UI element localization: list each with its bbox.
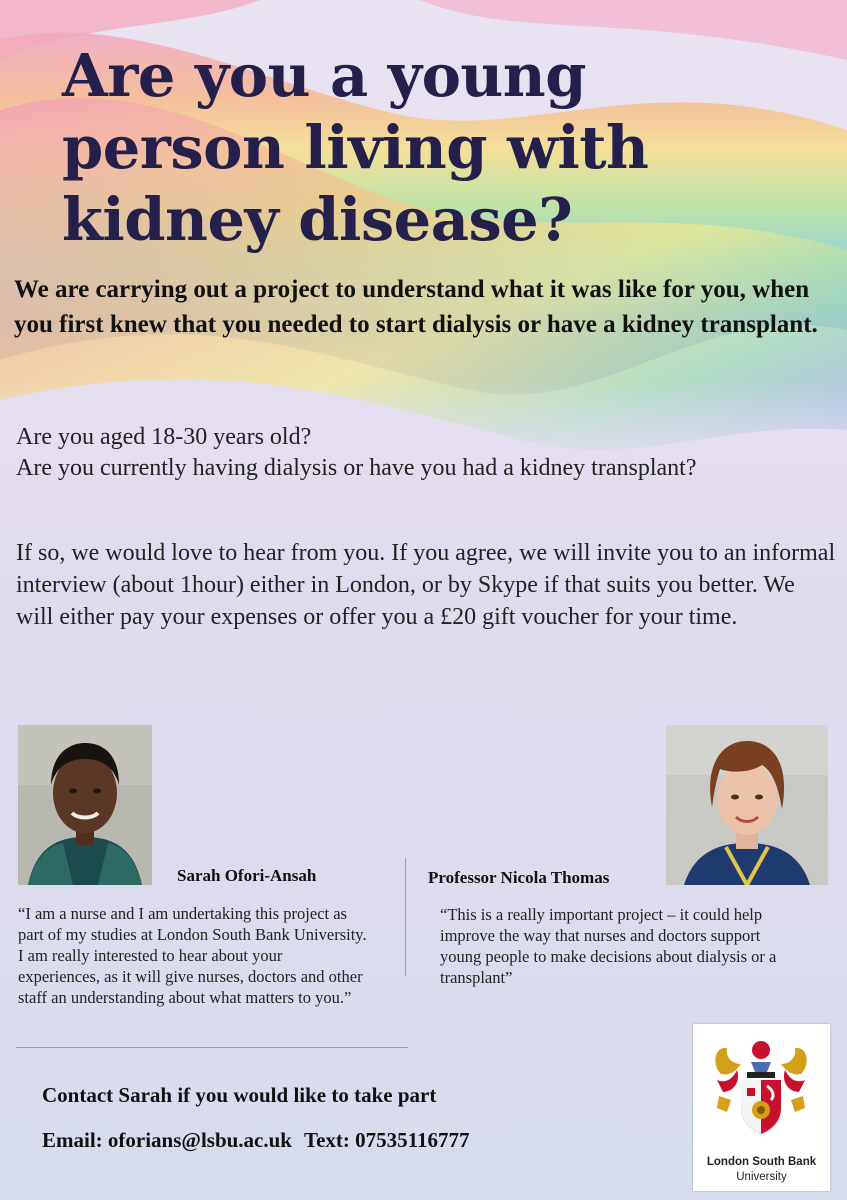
intro-text: We are carrying out a project to understand what it was like for you, when you first knew that you needed to start dialysis or have a kidney transplant. xyxy=(14,276,818,338)
contact-email[interactable]: Email: oforians@lsbu.ac.uk xyxy=(42,1128,292,1152)
horizontal-divider xyxy=(16,1047,408,1048)
nicola-photo xyxy=(666,725,828,885)
offer-text: If so, we would love to hear from you. If you agree, we will invite you to an informal interview (about 1hour) either in London, or by Skype if that suits you better. We will either pay your expenses or offer you a £20 gift voucher for your time. xyxy=(16,540,836,630)
sarah-photo xyxy=(18,725,152,885)
eligibility-questions xyxy=(16,422,836,484)
question-age: Are you aged 18-30 years old? xyxy=(16,424,312,450)
headline: Are you a young person living with kidney disease? xyxy=(62,41,649,254)
contact-details xyxy=(42,1128,469,1153)
nicola-quote: “This is a really important project – it could help improve the way that nurses and doctors support young people to make decisions about dialysis or a transplant” xyxy=(440,905,777,987)
logo-name: London South Bank xyxy=(706,1156,817,1168)
logo-subtitle: University xyxy=(736,1171,787,1183)
vertical-divider xyxy=(405,858,406,976)
university-logo xyxy=(693,1024,830,1191)
question-treatment: Are you currently having dialysis or have you had a kidney transplant? xyxy=(16,455,697,481)
crest-icon xyxy=(711,1034,811,1144)
sarah-name: Sarah Ofori-Ansah xyxy=(177,866,317,885)
nicola-name: Professor Nicola Thomas xyxy=(428,868,610,887)
contact-call-to-action: Contact Sarah if you would like to take part xyxy=(42,1083,437,1107)
sarah-quote: “I am a nurse and I am undertaking this project as part of my studies at London South Bank University. I am really interested to hear about your experiences, as it will give nurses, doctors and other staff an understanding about what matters to you.” xyxy=(18,904,367,1007)
contact-phone[interactable]: Text: 07535116777 xyxy=(304,1128,470,1152)
